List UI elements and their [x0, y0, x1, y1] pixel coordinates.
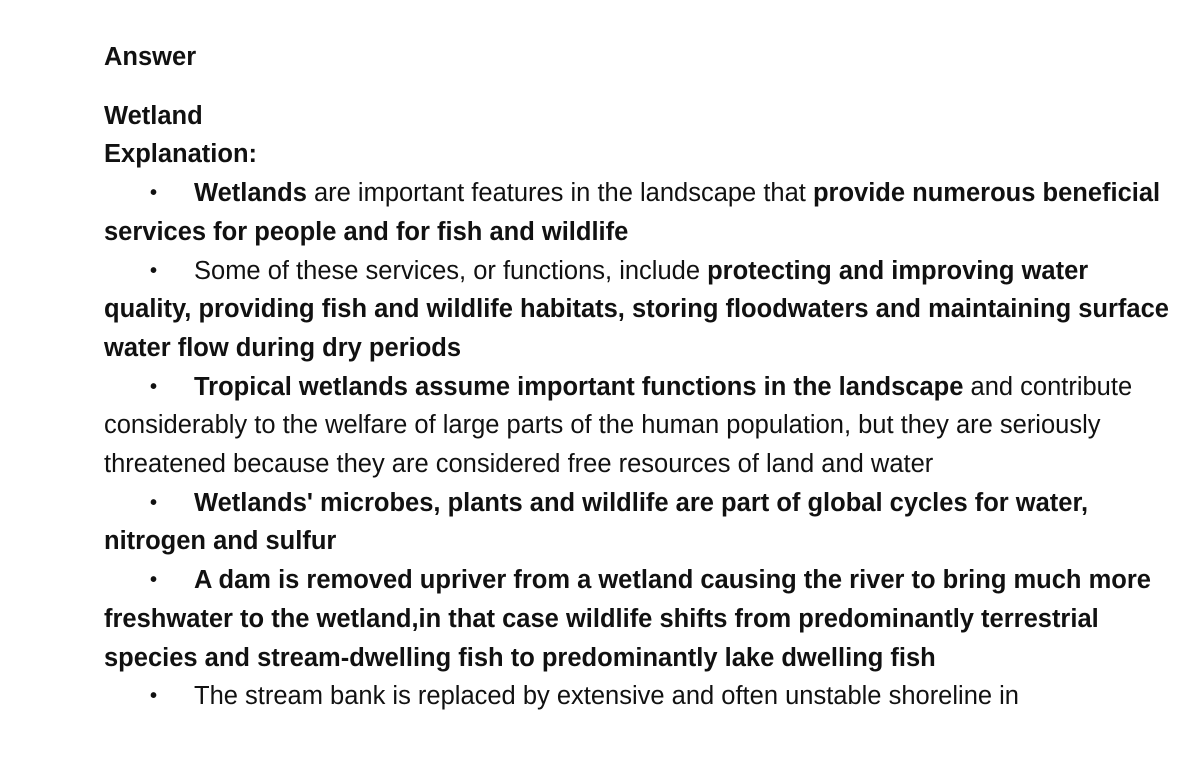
- bullet-text-bold: Wetlands: [194, 179, 307, 208]
- bullet-icon: •: [150, 259, 158, 282]
- topic-title: Wetland: [104, 101, 203, 130]
- answer-label: Answer: [104, 43, 197, 71]
- bullet-icon: •: [150, 569, 158, 592]
- bullet-item: [104, 561, 1179, 677]
- answer-content: [104, 38, 1179, 716]
- bullet-item: [104, 484, 1179, 561]
- explanation-bullet-list: [104, 174, 1179, 716]
- bullet-text: and contribute considerably to the welfare of large parts of the human population, but they are seriously threatened because they are considered free resources of land and water: [104, 372, 1133, 479]
- bullet-text: The stream bank is replaced by extensive and often unstable shoreline in: [194, 682, 1019, 711]
- bullet-text-bold: Wetlands' microbes, plants and wildlife are part of global cycles for water, nitrogen and sulfur: [104, 488, 1089, 556]
- bullet-text-bold: Tropical wetlands assume important functions in the landscape: [194, 372, 964, 401]
- bullet-icon: •: [150, 491, 158, 514]
- bullet-icon: •: [150, 182, 158, 205]
- bullet-text-bold: protecting and improving water quality, providing fish and wildlife habitats, storing floodwaters and maintaining surface water flow during dry periods: [104, 256, 1169, 362]
- bullet-text-bold: A dam is removed upriver from a wetland causing the river to bring much more freshwater to the wetland,in that case wildlife shifts from predominantly terrestrial species and stream-dwelling fish to predominantly lake dwelling fish: [104, 566, 1151, 672]
- bullet-icon: •: [150, 375, 158, 398]
- explanation-label: Explanation:: [104, 140, 258, 169]
- bullet-item: [104, 252, 1179, 368]
- bullet-icon: •: [150, 685, 158, 708]
- bullet-item: [104, 368, 1179, 484]
- bullet-text: are important features in the landscape that: [306, 179, 813, 208]
- bullet-text: Some of these services, or functions, include: [194, 256, 708, 285]
- bullet-item: [104, 677, 1179, 716]
- bullet-text-bold: provide numerous beneficial services for people and for fish and wildlife: [104, 179, 1161, 246]
- bullet-item: [104, 174, 1179, 251]
